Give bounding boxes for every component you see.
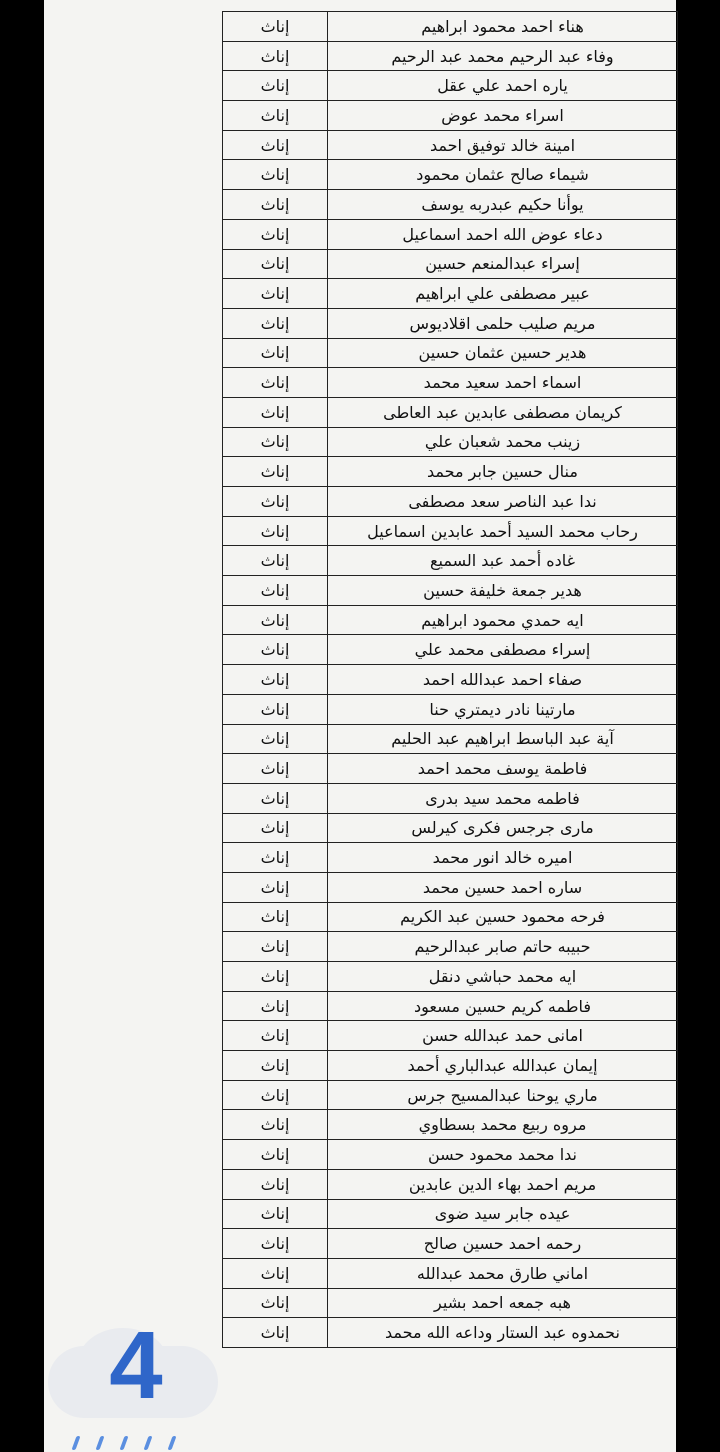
table-row bbox=[223, 872, 678, 902]
table-row bbox=[223, 843, 678, 873]
name-cell: آية عبد الباسط ابراهيم عبد الحليم bbox=[328, 724, 678, 754]
category-cell: إناث bbox=[223, 635, 328, 665]
name-cell: هدير جمعة خليفة حسين bbox=[328, 576, 678, 606]
category-cell: إناث bbox=[223, 1169, 328, 1199]
table-row bbox=[223, 160, 678, 190]
table-row bbox=[223, 249, 678, 279]
right-black-border bbox=[676, 0, 720, 1452]
category-cell: إناث bbox=[223, 130, 328, 160]
table-row bbox=[223, 71, 678, 101]
name-cell: صفاء احمد عبدالله احمد bbox=[328, 665, 678, 695]
table-row bbox=[223, 487, 678, 517]
rain-drop bbox=[167, 1436, 176, 1450]
category-cell: إناث bbox=[223, 1258, 328, 1288]
name-cell: ندا محمد محمود حسن bbox=[328, 1140, 678, 1170]
name-cell: زينب محمد شعبان علي bbox=[328, 427, 678, 457]
table-row bbox=[223, 754, 678, 784]
category-cell: إناث bbox=[223, 338, 328, 368]
table-row bbox=[223, 12, 678, 42]
name-cell: ياره احمد علي عقل bbox=[328, 71, 678, 101]
table-row bbox=[223, 665, 678, 695]
table-row bbox=[223, 397, 678, 427]
category-cell: إناث bbox=[223, 813, 328, 843]
table-row bbox=[223, 1288, 678, 1318]
table-row bbox=[223, 368, 678, 398]
table-row bbox=[223, 1140, 678, 1170]
name-cell: اسماء احمد سعيد محمد bbox=[328, 368, 678, 398]
table-row bbox=[223, 219, 678, 249]
name-cell: فاطمه كريم حسين مسعود bbox=[328, 991, 678, 1021]
name-cell: كريمان مصطفى عابدين عبد العاطى bbox=[328, 397, 678, 427]
table-row bbox=[223, 783, 678, 813]
table-row bbox=[223, 991, 678, 1021]
category-cell: إناث bbox=[223, 1229, 328, 1259]
name-cell: اسراء محمد عوض bbox=[328, 101, 678, 131]
name-cell: ساره احمد حسين محمد bbox=[328, 872, 678, 902]
name-cell: هبه جمعه احمد بشير bbox=[328, 1288, 678, 1318]
table-row bbox=[223, 1199, 678, 1229]
category-cell: إناث bbox=[223, 1080, 328, 1110]
name-cell: شيماء صالح عثمان محمود bbox=[328, 160, 678, 190]
name-cell: مروه ربيع محمد بسطاوي bbox=[328, 1110, 678, 1140]
name-cell: عيده جابر سيد ضوى bbox=[328, 1199, 678, 1229]
category-cell: إناث bbox=[223, 279, 328, 309]
name-cell: حبيبه حاتم صابر عبدالرحيم bbox=[328, 932, 678, 962]
category-cell: إناث bbox=[223, 872, 328, 902]
table-row bbox=[223, 1110, 678, 1140]
rain-drop bbox=[143, 1436, 152, 1450]
name-cell: رحمه احمد حسين صالح bbox=[328, 1229, 678, 1259]
table-row bbox=[223, 41, 678, 71]
name-cell: اميره خالد انور محمد bbox=[328, 843, 678, 873]
category-cell: إناث bbox=[223, 783, 328, 813]
category-cell: إناث bbox=[223, 12, 328, 42]
name-cell: ايه حمدي محمود ابراهيم bbox=[328, 605, 678, 635]
name-cell: ماري يوحنا عبدالمسيح جرس bbox=[328, 1080, 678, 1110]
name-cell: فاطمة يوسف محمد احمد bbox=[328, 754, 678, 784]
table-row bbox=[223, 1051, 678, 1081]
category-cell: إناث bbox=[223, 932, 328, 962]
category-cell: إناث bbox=[223, 1021, 328, 1051]
table-row bbox=[223, 813, 678, 843]
category-cell: إناث bbox=[223, 694, 328, 724]
category-cell: إناث bbox=[223, 962, 328, 992]
category-cell: إناث bbox=[223, 576, 328, 606]
category-cell: إناث bbox=[223, 219, 328, 249]
table-row bbox=[223, 516, 678, 546]
name-cell: إسراء مصطفى محمد علي bbox=[328, 635, 678, 665]
table-row bbox=[223, 457, 678, 487]
category-cell: إناث bbox=[223, 902, 328, 932]
category-cell: إناث bbox=[223, 308, 328, 338]
name-cell: اماني طارق محمد عبدالله bbox=[328, 1258, 678, 1288]
name-cell: يوأنا حكيم عبدربه يوسف bbox=[328, 190, 678, 220]
table-row bbox=[223, 902, 678, 932]
table-row bbox=[223, 546, 678, 576]
category-cell: إناث bbox=[223, 249, 328, 279]
category-cell: إناث bbox=[223, 546, 328, 576]
name-cell: فرحه محمود حسين عبد الكريم bbox=[328, 902, 678, 932]
category-cell: إناث bbox=[223, 397, 328, 427]
name-cell: مارى جرجس فكرى كيرلس bbox=[328, 813, 678, 843]
name-cell: إيمان عبدالله عبدالباري أحمد bbox=[328, 1051, 678, 1081]
table-row bbox=[223, 427, 678, 457]
table-row bbox=[223, 101, 678, 131]
category-cell: إناث bbox=[223, 487, 328, 517]
category-cell: إناث bbox=[223, 368, 328, 398]
names-table bbox=[222, 11, 678, 1348]
name-cell: ندا عبد الناصر سعد مصطفى bbox=[328, 487, 678, 517]
rain-drops-icon bbox=[70, 1436, 190, 1452]
name-cell: مارتينا نادر ديمتري حنا bbox=[328, 694, 678, 724]
name-cell: نحمدوه عبد الستار وداعه الله محمد bbox=[328, 1318, 678, 1348]
table-row bbox=[223, 724, 678, 754]
category-cell: إناث bbox=[223, 843, 328, 873]
name-cell: منال حسين جابر محمد bbox=[328, 457, 678, 487]
name-cell: هناء احمد محمود ابراهيم bbox=[328, 12, 678, 42]
name-cell: عبير مصطفى علي ابراهيم bbox=[328, 279, 678, 309]
category-cell: إناث bbox=[223, 991, 328, 1021]
names-table-body bbox=[223, 12, 678, 1348]
name-cell: هدير حسين عثمان حسين bbox=[328, 338, 678, 368]
category-cell: إناث bbox=[223, 71, 328, 101]
table-row bbox=[223, 635, 678, 665]
category-cell: إناث bbox=[223, 101, 328, 131]
category-cell: إناث bbox=[223, 457, 328, 487]
name-cell: إسراء عبدالمنعم حسين bbox=[328, 249, 678, 279]
left-black-border bbox=[0, 0, 44, 1452]
category-cell: إناث bbox=[223, 665, 328, 695]
category-cell: إناث bbox=[223, 754, 328, 784]
name-cell: فاطمه محمد سيد بدرى bbox=[328, 783, 678, 813]
table-row bbox=[223, 130, 678, 160]
name-cell: رحاب محمد السيد أحمد عابدين اسماعيل bbox=[328, 516, 678, 546]
table-row bbox=[223, 1229, 678, 1259]
name-cell: غاده أحمد عبد السميع bbox=[328, 546, 678, 576]
table-row bbox=[223, 605, 678, 635]
category-cell: إناث bbox=[223, 427, 328, 457]
category-cell: إناث bbox=[223, 1140, 328, 1170]
table-row bbox=[223, 1318, 678, 1348]
table-row bbox=[223, 1169, 678, 1199]
table-row bbox=[223, 1258, 678, 1288]
category-cell: إناث bbox=[223, 1288, 328, 1318]
category-cell: إناث bbox=[223, 190, 328, 220]
category-cell: إناث bbox=[223, 160, 328, 190]
table-row bbox=[223, 932, 678, 962]
rain-drop bbox=[95, 1436, 104, 1450]
category-cell: إناث bbox=[223, 1110, 328, 1140]
table-row bbox=[223, 1021, 678, 1051]
category-cell: إناث bbox=[223, 516, 328, 546]
category-cell: إناث bbox=[223, 41, 328, 71]
page-number: 4 bbox=[109, 1312, 163, 1419]
name-cell: مريم صليب حلمى اقلاديوس bbox=[328, 308, 678, 338]
category-cell: إناث bbox=[223, 1318, 328, 1348]
table-row bbox=[223, 279, 678, 309]
page-number-badge bbox=[48, 1312, 220, 1428]
rain-drop bbox=[71, 1436, 80, 1450]
table-row bbox=[223, 338, 678, 368]
name-cell: مريم احمد بهاء الدين عابدين bbox=[328, 1169, 678, 1199]
name-cell: وفاء عبد الرحيم محمد عبد الرحيم bbox=[328, 41, 678, 71]
table-row bbox=[223, 694, 678, 724]
table-row bbox=[223, 1080, 678, 1110]
name-cell: امانى حمد عبدالله حسن bbox=[328, 1021, 678, 1051]
category-cell: إناث bbox=[223, 1051, 328, 1081]
name-cell: ايه محمد حباشي دنقل bbox=[328, 962, 678, 992]
rain-drop bbox=[119, 1436, 128, 1450]
name-cell: امينة خالد توفيق احمد bbox=[328, 130, 678, 160]
table-row bbox=[223, 308, 678, 338]
category-cell: إناث bbox=[223, 724, 328, 754]
table-row bbox=[223, 576, 678, 606]
table-row bbox=[223, 190, 678, 220]
category-cell: إناث bbox=[223, 605, 328, 635]
name-cell: دعاء عوض الله احمد اسماعيل bbox=[328, 219, 678, 249]
table-row bbox=[223, 962, 678, 992]
category-cell: إناث bbox=[223, 1199, 328, 1229]
